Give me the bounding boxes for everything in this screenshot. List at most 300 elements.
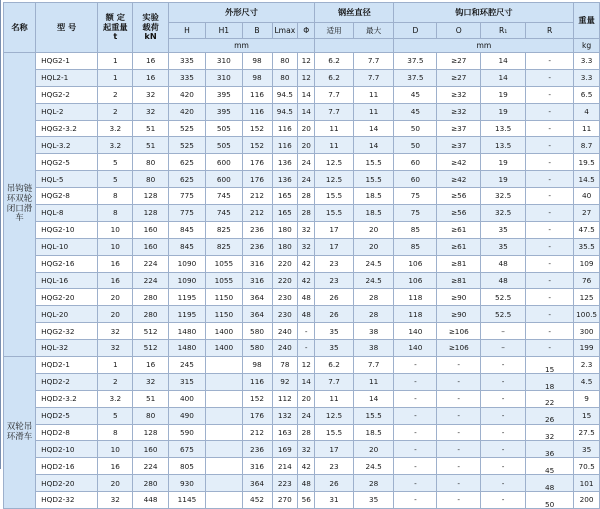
cell-applicable: 26 bbox=[315, 306, 354, 323]
cell-R1: 19 bbox=[481, 103, 526, 120]
cell-phi: 42 bbox=[298, 272, 315, 289]
cell-R: - bbox=[526, 289, 574, 306]
cell-test-load: 280 bbox=[133, 475, 168, 492]
cell-H1: 505 bbox=[206, 120, 242, 137]
cell-phi: 32 bbox=[298, 221, 315, 238]
cell-test-load: 51 bbox=[133, 137, 168, 154]
cell-phi: 14 bbox=[298, 86, 315, 103]
cell-model: HQL-16 bbox=[36, 272, 98, 289]
cell-H1 bbox=[206, 424, 242, 441]
cell-rated-load: 16 bbox=[98, 255, 133, 272]
cell-Lmax: 132 bbox=[272, 407, 298, 424]
header-R: R bbox=[526, 23, 574, 39]
table-row bbox=[4, 272, 600, 289]
cell-Lmax: 136 bbox=[272, 171, 298, 188]
cell-applicable: 6.2 bbox=[315, 357, 354, 374]
table-row bbox=[4, 238, 600, 255]
cell-B: 236 bbox=[242, 221, 272, 238]
cell-model: HQD2-8 bbox=[36, 424, 98, 441]
table-body bbox=[4, 53, 600, 509]
cell-applicable: 17 bbox=[315, 238, 354, 255]
header-O: O bbox=[437, 23, 481, 39]
cell-applicable: 15.5 bbox=[315, 424, 354, 441]
cell-R1: 14 bbox=[481, 53, 526, 70]
cell-R: - bbox=[526, 238, 574, 255]
cell-max: 20 bbox=[353, 221, 394, 238]
cell-max: 28 bbox=[353, 306, 394, 323]
cell-H1 bbox=[206, 357, 242, 374]
cell-D: - bbox=[394, 357, 437, 374]
cell-rated-load: 2 bbox=[98, 373, 133, 390]
cell-applicable: 11 bbox=[315, 137, 354, 154]
cell-applicable: 7.7 bbox=[315, 373, 354, 390]
cell-O: ≥56 bbox=[437, 188, 481, 205]
cell-B: 98 bbox=[242, 357, 272, 374]
cell-applicable: 17 bbox=[315, 441, 354, 458]
cell-R: 48 bbox=[526, 475, 574, 492]
cell-H: 420 bbox=[168, 103, 205, 120]
cell-O: - bbox=[437, 357, 481, 374]
unit-mm-dims: mm bbox=[168, 39, 315, 53]
cell-test-load: 224 bbox=[133, 255, 168, 272]
cell-H: 1090 bbox=[168, 255, 205, 272]
cell-D: 106 bbox=[394, 272, 437, 289]
table-row bbox=[4, 492, 600, 509]
cell-weight: 8.7 bbox=[574, 137, 600, 154]
cell-H: 675 bbox=[168, 441, 205, 458]
cell-D: 50 bbox=[394, 120, 437, 137]
cell-R: - bbox=[526, 188, 574, 205]
cell-R: 45 bbox=[526, 458, 574, 475]
cell-O: ≥42 bbox=[437, 171, 481, 188]
cell-O: ≥56 bbox=[437, 205, 481, 222]
cell-B: 176 bbox=[242, 154, 272, 171]
cell-H1: 1055 bbox=[206, 255, 242, 272]
cell-weight: 4.5 bbox=[574, 373, 600, 390]
table-row bbox=[4, 221, 600, 238]
cell-H1: 1400 bbox=[206, 340, 242, 357]
cell-R: 15 bbox=[526, 357, 574, 374]
cell-weight: 27.5 bbox=[574, 424, 600, 441]
cell-R1: 32.5 bbox=[481, 205, 526, 222]
cell-max: 7.7 bbox=[353, 69, 394, 86]
cell-O: ≥32 bbox=[437, 86, 481, 103]
cell-model: HQD2-20 bbox=[36, 475, 98, 492]
cell-phi: 32 bbox=[298, 441, 315, 458]
cell-O: - bbox=[437, 373, 481, 390]
cell-H1 bbox=[206, 373, 242, 390]
cell-model: HQD2-32 bbox=[36, 492, 98, 509]
cell-R1: - bbox=[481, 424, 526, 441]
cell-B: 116 bbox=[242, 86, 272, 103]
cell-H1: 745 bbox=[206, 188, 242, 205]
cell-O: - bbox=[437, 390, 481, 407]
cell-test-load: 512 bbox=[133, 340, 168, 357]
cell-B: 316 bbox=[242, 272, 272, 289]
cell-model: HQG2-16 bbox=[36, 255, 98, 272]
cell-R1: - bbox=[481, 475, 526, 492]
cell-D: 118 bbox=[394, 306, 437, 323]
cell-model: HQL2-1 bbox=[36, 69, 98, 86]
cell-applicable: 12.5 bbox=[315, 154, 354, 171]
header-Lmax: Lmax bbox=[272, 23, 298, 39]
cell-H1: 825 bbox=[206, 238, 242, 255]
cell-rated-load: 32 bbox=[98, 340, 133, 357]
cell-model: HQD2-5 bbox=[36, 407, 98, 424]
cell-R: - bbox=[526, 221, 574, 238]
cell-test-load: 128 bbox=[133, 205, 168, 222]
cell-H: 590 bbox=[168, 424, 205, 441]
cell-B: 580 bbox=[242, 340, 272, 357]
cell-R1: 19 bbox=[481, 154, 526, 171]
cell-rated-load: 16 bbox=[98, 458, 133, 475]
cell-rated-load: 20 bbox=[98, 306, 133, 323]
cell-D: 60 bbox=[394, 154, 437, 171]
cell-weight: 9 bbox=[574, 390, 600, 407]
cell-D: - bbox=[394, 407, 437, 424]
table-row bbox=[4, 458, 600, 475]
table-row bbox=[4, 171, 600, 188]
cell-Lmax: 116 bbox=[272, 120, 298, 137]
cell-model: HQD2-10 bbox=[36, 441, 98, 458]
cell-weight: 200 bbox=[574, 492, 600, 509]
cell-H: 805 bbox=[168, 458, 205, 475]
cell-D: 75 bbox=[394, 205, 437, 222]
cell-Lmax: 94.5 bbox=[272, 86, 298, 103]
cell-Lmax: 165 bbox=[272, 205, 298, 222]
cell-H1: 745 bbox=[206, 205, 242, 222]
cell-weight: 109 bbox=[574, 255, 600, 272]
cell-D: - bbox=[394, 373, 437, 390]
cell-rated-load: 8 bbox=[98, 188, 133, 205]
cell-applicable: 12.5 bbox=[315, 407, 354, 424]
header-overall-dims: 外形尺寸 bbox=[168, 3, 315, 23]
cell-weight: 47.5 bbox=[574, 221, 600, 238]
cell-phi: 42 bbox=[298, 458, 315, 475]
cell-applicable: 6.2 bbox=[315, 69, 354, 86]
cell-phi: 28 bbox=[298, 188, 315, 205]
cell-model: HQG2-10 bbox=[36, 221, 98, 238]
cell-weight: 3.3 bbox=[574, 53, 600, 70]
cell-R1: - bbox=[481, 458, 526, 475]
cell-R1: - bbox=[481, 492, 526, 509]
table-row bbox=[4, 475, 600, 492]
cell-rated-load: 2 bbox=[98, 86, 133, 103]
cell-B: 316 bbox=[242, 255, 272, 272]
header-H1: H1 bbox=[206, 23, 242, 39]
cell-Lmax: 94.5 bbox=[272, 103, 298, 120]
table-row bbox=[4, 424, 600, 441]
cell-Lmax: 230 bbox=[272, 306, 298, 323]
cell-D: 106 bbox=[394, 255, 437, 272]
cell-rated-load: 16 bbox=[98, 272, 133, 289]
cell-R1: - bbox=[481, 390, 526, 407]
cell-B: 212 bbox=[242, 424, 272, 441]
table-row bbox=[4, 103, 600, 120]
cell-Lmax: 92 bbox=[272, 373, 298, 390]
cell-O: ≥106 bbox=[437, 323, 481, 340]
cell-model: HQL-3.2 bbox=[36, 137, 98, 154]
header-applicable: 适用 bbox=[315, 23, 354, 39]
header-H: H bbox=[168, 23, 205, 39]
cell-O: ≥37 bbox=[437, 137, 481, 154]
cell-D: 118 bbox=[394, 289, 437, 306]
cell-H: 1195 bbox=[168, 306, 205, 323]
cell-applicable: 7.7 bbox=[315, 103, 354, 120]
cell-max: 18.5 bbox=[353, 424, 394, 441]
cell-D: - bbox=[394, 390, 437, 407]
cell-applicable: 23 bbox=[315, 272, 354, 289]
cell-applicable: 35 bbox=[315, 323, 354, 340]
table-row bbox=[4, 205, 600, 222]
cell-O: - bbox=[437, 492, 481, 509]
cell-Lmax: 180 bbox=[272, 238, 298, 255]
cell-R: - bbox=[526, 154, 574, 171]
cell-test-load: 448 bbox=[133, 492, 168, 509]
cell-applicable: 26 bbox=[315, 289, 354, 306]
cell-O: - bbox=[437, 458, 481, 475]
cell-H1: 505 bbox=[206, 137, 242, 154]
cell-H: 930 bbox=[168, 475, 205, 492]
cell-test-load: 224 bbox=[133, 458, 168, 475]
cell-R: - bbox=[526, 323, 574, 340]
cell-weight: 100.5 bbox=[574, 306, 600, 323]
table-row bbox=[4, 188, 600, 205]
cell-rated-load: 3.2 bbox=[98, 137, 133, 154]
cell-D: 85 bbox=[394, 238, 437, 255]
cell-applicable: 31 bbox=[315, 492, 354, 509]
cell-test-load: 128 bbox=[133, 424, 168, 441]
cell-weight: 199 bbox=[574, 340, 600, 357]
cell-D: 37.5 bbox=[394, 53, 437, 70]
table-row bbox=[4, 323, 600, 340]
table-row bbox=[4, 255, 600, 272]
cell-max: 11 bbox=[353, 86, 394, 103]
cell-rated-load: 10 bbox=[98, 441, 133, 458]
cell-applicable: 17 bbox=[315, 221, 354, 238]
header-D: D bbox=[394, 23, 437, 39]
header-R1: R₁ bbox=[481, 23, 526, 39]
cell-D: - bbox=[394, 475, 437, 492]
cell-O: ≥27 bbox=[437, 69, 481, 86]
cell-H: 775 bbox=[168, 188, 205, 205]
cell-phi: 24 bbox=[298, 171, 315, 188]
cell-B: 152 bbox=[242, 137, 272, 154]
cell-H1: 1150 bbox=[206, 289, 242, 306]
cell-B: 116 bbox=[242, 103, 272, 120]
cell-max: 15.5 bbox=[353, 154, 394, 171]
cell-model: HQG2-3.2 bbox=[36, 120, 98, 137]
cell-weight: 300 bbox=[574, 323, 600, 340]
cell-D: 60 bbox=[394, 171, 437, 188]
cell-H: 625 bbox=[168, 154, 205, 171]
cell-R: - bbox=[526, 120, 574, 137]
cell-H: 335 bbox=[168, 69, 205, 86]
table-row bbox=[4, 407, 600, 424]
cell-D: 45 bbox=[394, 86, 437, 103]
cell-R: - bbox=[526, 340, 574, 357]
cell-model: HQG2-32 bbox=[36, 323, 98, 340]
table-row bbox=[4, 69, 600, 86]
cell-weight: 70.5 bbox=[574, 458, 600, 475]
cell-R: - bbox=[526, 306, 574, 323]
cell-rated-load: 5 bbox=[98, 171, 133, 188]
cell-phi: 48 bbox=[298, 306, 315, 323]
cell-applicable: 35 bbox=[315, 340, 354, 357]
cell-B: 364 bbox=[242, 289, 272, 306]
header-max: 最大 bbox=[353, 23, 394, 39]
cell-applicable: 7.7 bbox=[315, 86, 354, 103]
cell-Lmax: 230 bbox=[272, 289, 298, 306]
cell-phi: 24 bbox=[298, 154, 315, 171]
cell-O: - bbox=[437, 407, 481, 424]
cell-R: 36 bbox=[526, 441, 574, 458]
cell-H: 1195 bbox=[168, 289, 205, 306]
table-row bbox=[4, 289, 600, 306]
cell-phi: 48 bbox=[298, 289, 315, 306]
cell-rated-load: 1 bbox=[98, 53, 133, 70]
cell-D: 140 bbox=[394, 340, 437, 357]
cell-R1: 13.5 bbox=[481, 137, 526, 154]
cell-applicable: 26 bbox=[315, 475, 354, 492]
cell-H1: 310 bbox=[206, 69, 242, 86]
table-row bbox=[4, 53, 600, 70]
cell-D: 45 bbox=[394, 103, 437, 120]
cell-O: ≥61 bbox=[437, 221, 481, 238]
group-label: 双轮吊环滑车 bbox=[4, 357, 36, 509]
cell-B: 316 bbox=[242, 458, 272, 475]
cell-model: HQG2-1 bbox=[36, 53, 98, 70]
cell-phi: - bbox=[298, 323, 315, 340]
cell-applicable: 15.5 bbox=[315, 188, 354, 205]
cell-Lmax: 136 bbox=[272, 154, 298, 171]
cell-B: 176 bbox=[242, 171, 272, 188]
unit-mm-hook: mm bbox=[394, 39, 574, 53]
cell-H: 1090 bbox=[168, 272, 205, 289]
cell-Lmax: 163 bbox=[272, 424, 298, 441]
cell-model: HQL-5 bbox=[36, 171, 98, 188]
cell-max: 20 bbox=[353, 238, 394, 255]
cell-H1: 600 bbox=[206, 154, 242, 171]
cell-max: 15.5 bbox=[353, 407, 394, 424]
cell-R1: - bbox=[481, 407, 526, 424]
cell-Lmax: 240 bbox=[272, 323, 298, 340]
cell-max: 15.5 bbox=[353, 171, 394, 188]
cell-max: 35 bbox=[353, 492, 394, 509]
cell-H1 bbox=[206, 475, 242, 492]
cell-rated-load: 5 bbox=[98, 154, 133, 171]
cell-model: HQL-2 bbox=[36, 103, 98, 120]
cell-phi: 28 bbox=[298, 424, 315, 441]
cell-R: - bbox=[526, 103, 574, 120]
cell-model: HQD2-16 bbox=[36, 458, 98, 475]
cell-H1 bbox=[206, 407, 242, 424]
cell-R1: 13.5 bbox=[481, 120, 526, 137]
cell-H: 775 bbox=[168, 205, 205, 222]
cell-B: 152 bbox=[242, 390, 272, 407]
cell-max: 24.5 bbox=[353, 255, 394, 272]
cell-B: 364 bbox=[242, 306, 272, 323]
cell-R1: 35 bbox=[481, 238, 526, 255]
cell-phi: 14 bbox=[298, 103, 315, 120]
cell-B: 212 bbox=[242, 188, 272, 205]
cell-O: - bbox=[437, 424, 481, 441]
table-row bbox=[4, 340, 600, 357]
cell-R1: 52.5 bbox=[481, 289, 526, 306]
cell-weight: 6.5 bbox=[574, 86, 600, 103]
cell-H1: 1150 bbox=[206, 306, 242, 323]
cell-H: 625 bbox=[168, 171, 205, 188]
header-test-load: 实验 载荷 kN bbox=[133, 3, 168, 53]
cell-rated-load: 3.2 bbox=[98, 390, 133, 407]
cell-max: 18.5 bbox=[353, 205, 394, 222]
cell-O: ≥61 bbox=[437, 238, 481, 255]
cell-phi: 20 bbox=[298, 390, 315, 407]
cell-model: HQG2-20 bbox=[36, 289, 98, 306]
cell-O: ≥37 bbox=[437, 120, 481, 137]
header-weight: 重量 bbox=[574, 3, 600, 39]
cell-H: 335 bbox=[168, 53, 205, 70]
cell-model: HQD2-1 bbox=[36, 357, 98, 374]
cell-max: 11 bbox=[353, 103, 394, 120]
table-row bbox=[4, 357, 600, 374]
cell-B: 98 bbox=[242, 69, 272, 86]
cell-B: 364 bbox=[242, 475, 272, 492]
cell-model: HQL-8 bbox=[36, 205, 98, 222]
cell-R: 22 bbox=[526, 390, 574, 407]
cell-R: 50 bbox=[526, 492, 574, 509]
cell-H1: 600 bbox=[206, 171, 242, 188]
cell-H1: 1400 bbox=[206, 323, 242, 340]
cell-weight: 19.5 bbox=[574, 154, 600, 171]
cell-test-load: 280 bbox=[133, 289, 168, 306]
cell-D: 37.5 bbox=[394, 69, 437, 86]
cell-Lmax: 80 bbox=[272, 53, 298, 70]
cell-O: ≥42 bbox=[437, 154, 481, 171]
cell-H: 1480 bbox=[168, 340, 205, 357]
cell-model: HQL-32 bbox=[36, 340, 98, 357]
cell-H: 420 bbox=[168, 86, 205, 103]
header-model: 型 号 bbox=[36, 3, 98, 53]
cell-O: ≥81 bbox=[437, 272, 481, 289]
cell-Lmax: 180 bbox=[272, 221, 298, 238]
cell-Lmax: 165 bbox=[272, 188, 298, 205]
table-row bbox=[4, 390, 600, 407]
header-wire-rope-dia: 钢丝直径 bbox=[315, 3, 394, 23]
cell-test-load: 160 bbox=[133, 441, 168, 458]
cell-B: 116 bbox=[242, 373, 272, 390]
cell-R: - bbox=[526, 255, 574, 272]
cell-D: - bbox=[394, 441, 437, 458]
cell-B: 236 bbox=[242, 441, 272, 458]
cell-phi: 42 bbox=[298, 255, 315, 272]
cell-rated-load: 5 bbox=[98, 407, 133, 424]
table-row bbox=[4, 441, 600, 458]
cell-B: 212 bbox=[242, 205, 272, 222]
cell-phi: 28 bbox=[298, 205, 315, 222]
cell-H: 400 bbox=[168, 390, 205, 407]
cell-Lmax: 223 bbox=[272, 475, 298, 492]
cell-R1: 19 bbox=[481, 86, 526, 103]
cell-test-load: 128 bbox=[133, 188, 168, 205]
cell-O: ≥27 bbox=[437, 53, 481, 70]
cell-model: HQD2-2 bbox=[36, 373, 98, 390]
cell-phi: 20 bbox=[298, 120, 315, 137]
cell-model: HQG2-2 bbox=[36, 86, 98, 103]
cell-max: 38 bbox=[353, 323, 394, 340]
header-phi: Φ bbox=[298, 23, 315, 39]
cell-H: 845 bbox=[168, 238, 205, 255]
